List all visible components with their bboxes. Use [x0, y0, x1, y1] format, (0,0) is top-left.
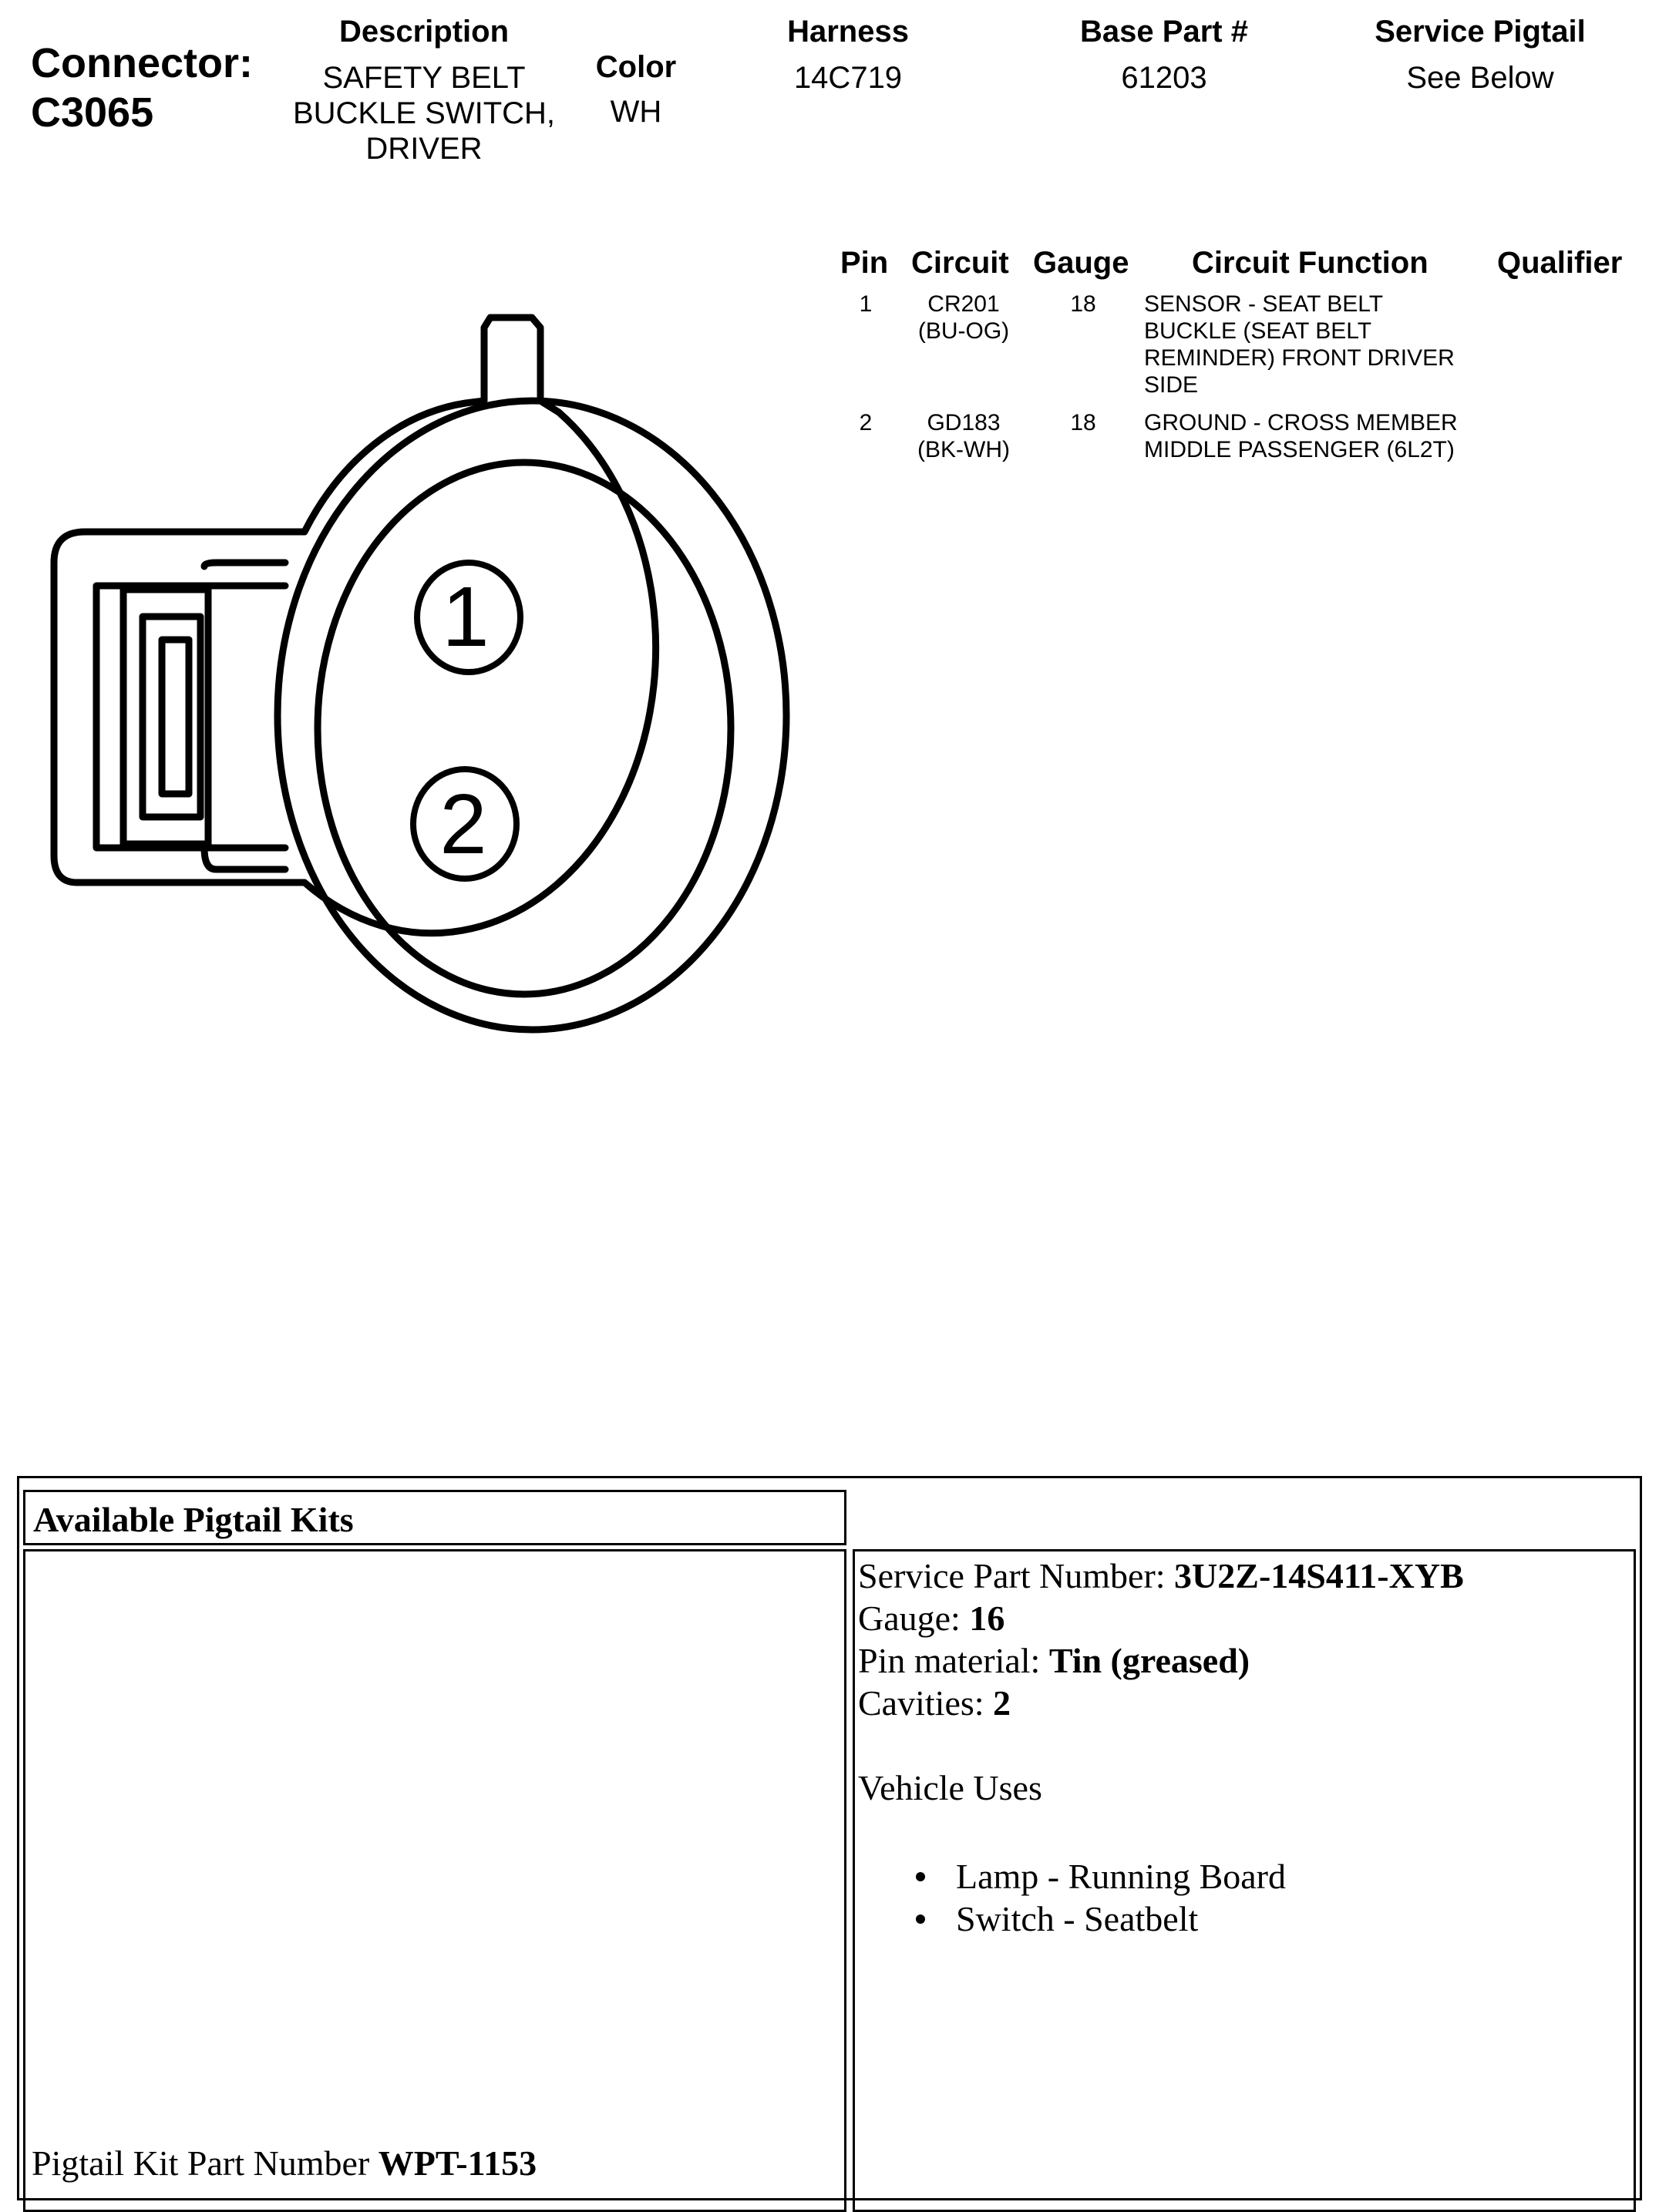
connector-face-diagram — [0, 277, 833, 1048]
description-line: DRIVER — [365, 132, 483, 166]
description-line: BUCKLE SWITCH, — [292, 96, 556, 130]
circuit-cell — [902, 409, 1025, 463]
pin-number: 1 — [859, 291, 873, 317]
circuit-function-cell — [1144, 409, 1458, 463]
gauge-value: 16 — [969, 1598, 1005, 1638]
circuit-function-header: Circuit Function — [1192, 246, 1428, 280]
connector-label-text: Connector: — [31, 40, 253, 86]
cavities-value: 2 — [993, 1683, 1011, 1723]
function-line: SENSOR - SEAT BELT — [1144, 291, 1384, 317]
connector-face-ring — [278, 401, 786, 1030]
gauge-label: Gauge: — [858, 1598, 970, 1638]
pin-material-row — [858, 1639, 1464, 1682]
latch-lock-outline — [204, 563, 285, 869]
service-pigtail-title: Service Pigtail — [1375, 15, 1586, 49]
list-item: Switch - Seatbelt — [916, 1898, 1464, 1940]
gauge-cell: 18 — [1070, 291, 1096, 317]
connector-id: C3065 — [31, 89, 154, 136]
pin-number: 2 — [859, 410, 873, 435]
vehicle-uses-label: Vehicle Uses — [858, 1768, 1042, 1807]
harness-title: Harness — [787, 15, 909, 49]
service-pigtail-column — [1341, 14, 1619, 96]
description-title: Description — [338, 15, 510, 49]
latch-rect-outer — [123, 590, 208, 844]
description-column — [278, 14, 570, 166]
description-line: SAFETY BELT — [322, 61, 526, 95]
function-line: GROUND - CROSS MEMBER — [1144, 410, 1458, 435]
service-pigtail-value: See Below — [1406, 61, 1554, 95]
circuit-color: (BK-WH) — [917, 437, 1010, 462]
service-part-number — [858, 1555, 1464, 1597]
gauge-header: Gauge — [1033, 246, 1129, 280]
connector-face-inner — [318, 462, 731, 994]
base-part-value: 61203 — [1121, 61, 1207, 95]
function-line: SIDE — [1144, 372, 1199, 398]
pigtail-details — [858, 1555, 1464, 1940]
kit-number: WPT-1153 — [378, 2143, 537, 2183]
circuit-code: CR201 — [927, 291, 1000, 317]
gauge-row — [858, 1597, 1464, 1639]
base-part-column — [1033, 14, 1295, 96]
vehicle-uses-list — [916, 1855, 1464, 1940]
circuit-color: (BU-OG) — [917, 318, 1010, 344]
color-column — [570, 49, 702, 129]
pigtail-title: Available Pigtail Kits — [33, 1500, 354, 1539]
gauge-cell: 18 — [1070, 410, 1096, 435]
harness-column — [740, 14, 956, 96]
base-part-title: Base Part # — [1080, 15, 1248, 49]
pin-2-label: 2 — [439, 777, 487, 872]
pin-header: Pin — [840, 246, 889, 280]
description-value — [278, 60, 570, 166]
color-title: Color — [595, 50, 677, 84]
pin-1-label: 1 — [442, 570, 490, 664]
circuit-code: GD183 — [927, 410, 1001, 435]
pigtail-image-box — [23, 1549, 846, 2212]
color-value: WH — [610, 95, 662, 129]
cavities-row — [858, 1682, 1464, 1724]
pigtail-kit-part-number — [32, 2142, 537, 2184]
service-part-label: Service Part Number: — [858, 1556, 1175, 1595]
circuit-header: Circuit — [911, 246, 1009, 280]
latch-rect-inner — [162, 640, 189, 794]
kit-label: Pigtail Kit Part Number — [32, 2143, 379, 2183]
function-line: BUCKLE (SEAT BELT — [1144, 318, 1372, 344]
connector-label — [31, 39, 253, 137]
circuit-function-cell — [1144, 291, 1455, 398]
service-part-value: 3U2Z-14S411-XYB — [1174, 1556, 1464, 1595]
qualifier-header: Qualifier — [1497, 246, 1623, 280]
function-line: REMINDER) FRONT DRIVER — [1144, 345, 1455, 371]
function-line: MIDDLE PASSENGER (6L2T) — [1144, 437, 1455, 462]
pin-material-label: Pin material: — [858, 1641, 1049, 1680]
list-item: Lamp - Running Board — [916, 1855, 1464, 1898]
cavities-label: Cavities: — [858, 1683, 994, 1723]
circuit-cell — [902, 291, 1025, 345]
pin-material-value: Tin (greased) — [1048, 1641, 1250, 1680]
pigtail-details-box — [853, 1549, 1636, 2212]
pigtail-title-box — [23, 1490, 846, 1545]
harness-value: 14C719 — [793, 61, 903, 95]
